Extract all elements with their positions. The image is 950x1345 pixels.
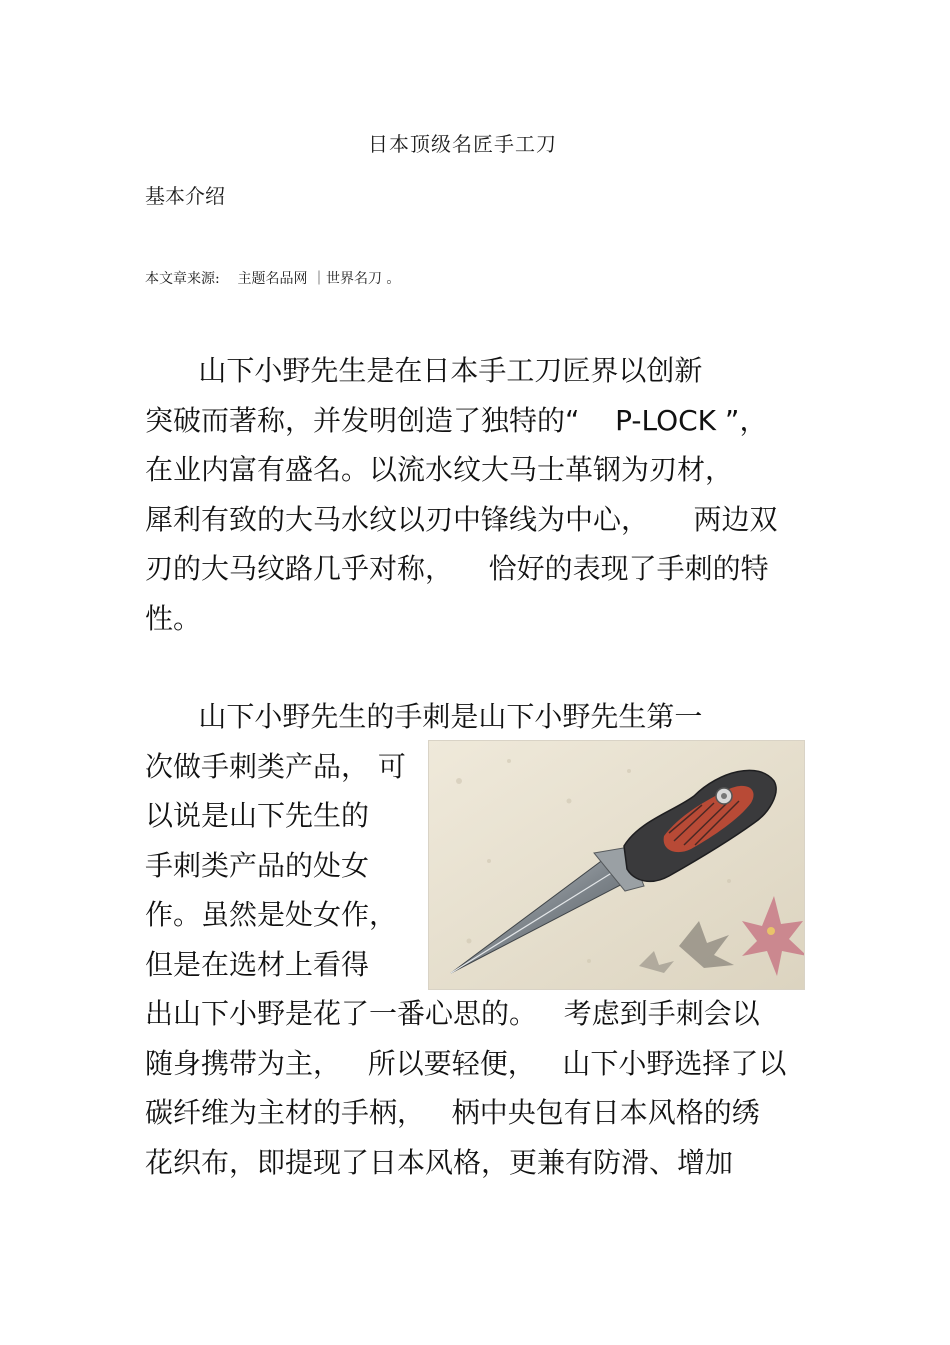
paragraph-line: 出山下小野是花了一番心思的。 考虑到手刺会以 <box>145 997 760 1030</box>
paragraph-line: 次做手刺类产品， 可 <box>145 749 406 783</box>
knife-illustration <box>429 741 804 989</box>
paragraph-line: 作。虽然是处女作， <box>145 898 398 931</box>
paragraph-line: 花织布，即提现了日本风格，更兼有防滑、增加 <box>145 1145 734 1179</box>
paragraph-line: 犀利有致的大马水纹以刃中锋线为中心， 两边双 <box>145 502 778 536</box>
paragraph-line: 山下小野先生是在日本手工刀匠界以创新 <box>145 354 703 387</box>
paragraph-line: 碳纤维为主材的手柄， 柄中央包有日本风格的绣 <box>145 1096 760 1129</box>
paragraph-line: 性。 <box>145 601 202 635</box>
paragraph-line: 以说是山下先生的 <box>145 799 370 832</box>
source-line: 本文章来源: 主题名品网 ｜世界名刀 。 <box>145 271 401 287</box>
paragraph-line: 刃的大马纹路几乎对称， 恰好的表现了手刺的特 <box>145 552 769 585</box>
document-subtitle: 基本介绍 <box>145 184 225 208</box>
paragraph-line: 手刺类产品的处女 <box>145 848 370 882</box>
paragraph-line: 山下小野先生的手刺是山下小野先生第一 <box>145 700 703 733</box>
knife-photo <box>428 740 805 990</box>
paragraph-1 <box>145 346 778 643</box>
document-title: 日本顶级名匠手工刀 <box>368 132 557 156</box>
paragraph-line: 在业内富有盛名。以流水纹大马士革钢为刃材， <box>145 453 734 486</box>
paragraph-line: 随身携带为主， 所以要轻便， 山下小野选择了以 <box>145 1046 787 1080</box>
paragraph-line: 但是在选材上看得 <box>145 947 370 981</box>
paragraph-line: 突破而著称，并发明创造了独特的“ P-LOCK ”， <box>145 403 768 437</box>
